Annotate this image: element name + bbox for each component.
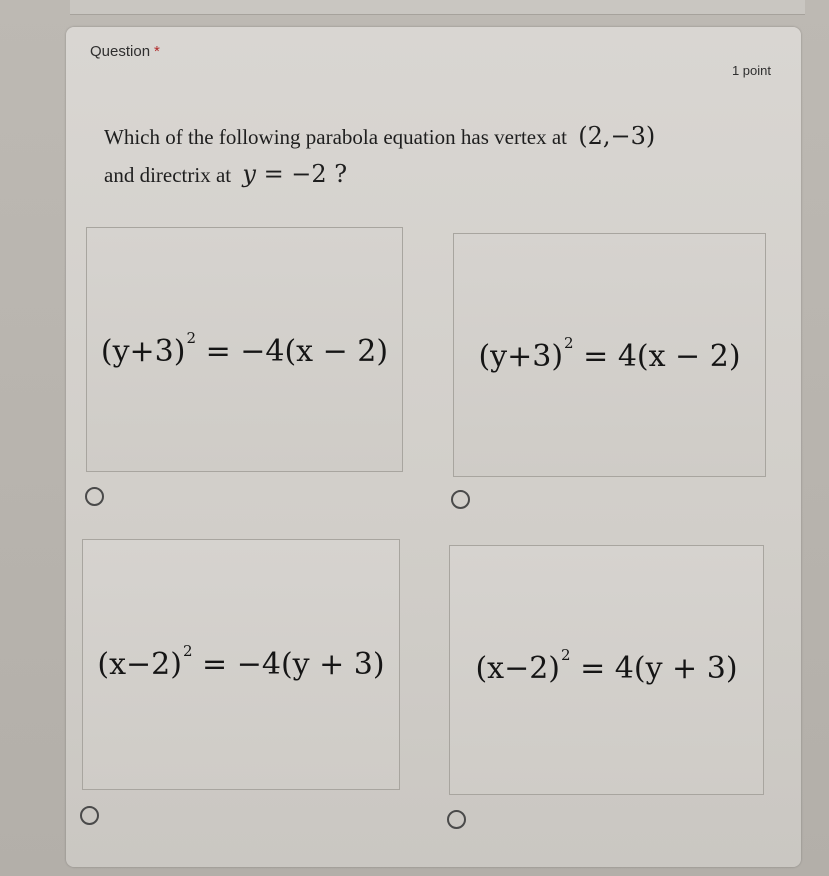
question-stem-line-1	[104, 122, 655, 150]
option-d-right: = 4(y + 3)	[580, 651, 738, 686]
option-d-equation	[450, 646, 763, 686]
directrix-math	[242, 160, 347, 188]
option-b-right: = 4(x − 2)	[583, 339, 741, 374]
option-c-exponent: 2	[182, 642, 193, 660]
option-a-left: (y+3)	[100, 334, 186, 369]
points-value: 1 point	[731, 63, 771, 78]
option-a-image[interactable]	[86, 227, 403, 472]
option-c-right: = −4(y + 3)	[202, 647, 385, 682]
option-a-equation	[87, 329, 402, 369]
previous-card-edge	[70, 0, 805, 15]
stem-text-2: and directrix at	[104, 163, 232, 187]
option-b-exponent: 2	[564, 334, 574, 352]
option-a-exponent: 2	[186, 329, 197, 347]
option-d-exponent: 2	[561, 646, 571, 664]
option-d-left: (x−2)	[475, 651, 561, 686]
option-b-radio[interactable]	[451, 490, 470, 509]
option-d-radio[interactable]	[447, 810, 466, 829]
vertex-math: (2,−3)	[578, 122, 656, 150]
option-a-right: = −4(x − 2)	[205, 334, 389, 369]
required-asterisk: *	[154, 43, 160, 60]
question-title	[90, 43, 160, 60]
stem-text-1: Which of the following parabola equation has vertex at	[104, 125, 568, 149]
directrix-variable: y	[242, 160, 256, 188]
option-c-equation	[83, 642, 399, 682]
option-a-radio[interactable]	[85, 487, 104, 506]
option-c-radio[interactable]	[80, 806, 99, 825]
question-stem-line-2	[104, 160, 347, 188]
option-b-image[interactable]	[453, 233, 766, 477]
option-b-left: (y+3)	[478, 339, 564, 374]
directrix-value: = −2 ?	[263, 160, 348, 188]
option-b-equation	[454, 334, 765, 374]
option-d-image[interactable]	[449, 545, 764, 795]
option-c-image[interactable]	[82, 539, 400, 790]
question-card	[66, 27, 801, 867]
question-label: Question	[90, 43, 151, 60]
option-c-left: (x−2)	[97, 647, 182, 682]
